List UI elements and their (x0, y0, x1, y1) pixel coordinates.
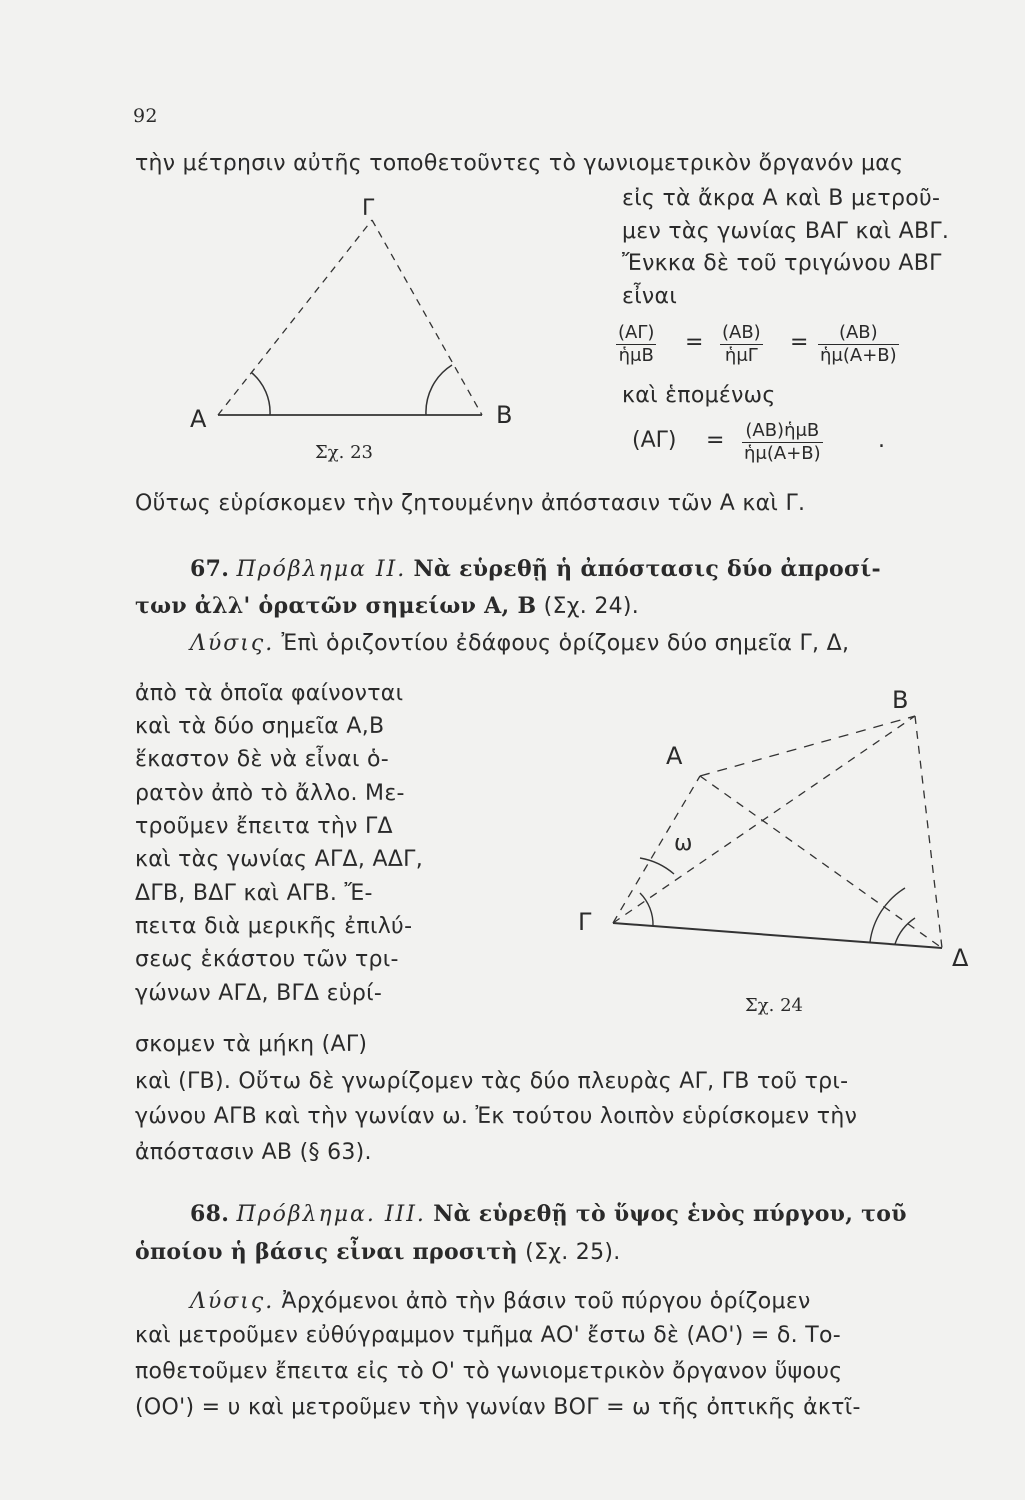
label-G: Γ (578, 908, 592, 936)
segment-AB (700, 716, 915, 776)
figure-24-caption: Σχ. 24 (745, 995, 803, 1016)
fraction: (ΑΒ)ἡμΒ ἡμ(Α+Β) (744, 420, 821, 464)
segment-GD (613, 923, 942, 948)
text-line: μεν τὰς γωνίας ΒΑΓ καὶ ΑΒΓ. (622, 219, 950, 244)
text-line: καὶ τὰ δύο σημεῖα Α,Β (135, 714, 385, 739)
segment-BD (915, 716, 942, 948)
text-line: ποθετοῦμεν ἔπειτα εἰς τὸ Ο' τὸ γωνιομετρικὸν ὄργανον ὕψους (135, 1359, 843, 1384)
equals-sign: = (790, 330, 809, 355)
figure-24-quadrilateral (570, 678, 990, 978)
text-line: (ΟΟ') = υ καὶ μετροῦμεν τὴν γωνίαν ΒΟΓ = ω τῆς ὀπτικῆς ἀκτῖ- (135, 1395, 861, 1420)
text-line: καὶ τὰς γωνίας ΑΓΔ, ΑΔΓ, (135, 847, 424, 872)
text-line: εἶναι (622, 284, 678, 309)
text-line: Οὕτως εὑρίσκομεν τὴν ζητουμένην ἀπόστασιν τῶν Α καὶ Γ. (135, 491, 806, 516)
figure-23-triangle (190, 195, 540, 445)
triangle-side-AG (218, 220, 372, 415)
text-line: σεως ἑκάστου τῶν τρι- (135, 947, 399, 972)
text-line: ἀπὸ τὰ ὁποῖα φαίνονται (135, 681, 404, 706)
text-line: ἀπόστασιν ΑΒ (§ 63). (135, 1140, 372, 1165)
label-G: Γ (362, 196, 375, 221)
angle-arc-B (426, 365, 452, 415)
text-line: καὶ ἑπομένως (622, 383, 776, 408)
fraction: $\frac{(AB)}{\text{ἡμ(Α+Β)}}$ (820, 322, 897, 366)
label-omega: ω (674, 831, 693, 856)
text-line: τὴν μέτρησιν αὐτῆς τοποθετοῦντες τὸ γωνιομετρικὸν ὄργανόν μας (135, 151, 904, 176)
text-line: ρατὸν ἀπὸ τὸ ἄλλο. Με- (135, 781, 405, 806)
angle-arc-omega (640, 858, 674, 874)
text-line: ἕκαστον δὲ νὰ εἶναι ὁ- (135, 747, 389, 772)
label-B: Β (496, 401, 513, 429)
solution-67-first-line: Λύσις. Ἐπὶ ὁριζοντίου ἐδάφους ὁρίζομεν δύο σημεῖα Γ, Δ, (190, 631, 850, 656)
angle-arc-G (640, 893, 653, 926)
fraction: (ΑΓ) ἡμΒ (618, 322, 655, 366)
label-D: Δ (952, 944, 969, 972)
text-line: εἰς τὰ ἄκρα Α καὶ Β μετροῦ- (622, 186, 941, 211)
segment-AD (700, 776, 942, 948)
problem-67-heading: 67. Πρόβλημα ΙΙ. Νὰ εὑρεθῇ ἡ ἀπόστασις δύο ἀπροσί- (190, 556, 881, 582)
segment-GB (613, 716, 915, 923)
label-A: Α (666, 742, 683, 770)
label-B: Β (892, 686, 909, 714)
angle-arc-D2 (895, 918, 915, 944)
page-number: 92 (133, 105, 158, 127)
problem-68-heading-cont: ὁποίου ἡ βάσις εἶναι προσιτὴ (Σχ. 25). (135, 1239, 621, 1265)
fraction: (ΑΒ) ἡμΓ (722, 322, 761, 366)
text-line: Ἔνκκα δὲ τοῦ τριγώνου ΑΒΓ (622, 251, 942, 276)
text-line: γώνου ΑΓΒ καὶ τὴν γωνίαν ω. Ἐκ τούτου λοιπὸν εὑρίσκομεν τὴν (135, 1104, 858, 1129)
angle-arc-A (252, 373, 270, 415)
problem-67-heading-cont: των ἀλλ' ὁρατῶν σημείων Α, Β (Σχ. 24). (135, 593, 640, 619)
text-line: σκομεν τὰ μήκη (ΑΓ) (135, 1032, 368, 1057)
problem-68-heading: 68. Πρόβλημα. ΙΙΙ. Νὰ εὑρεθῇ τὸ ὕψος ἑνὸς πύργου, τοῦ (190, 1201, 907, 1227)
text-line: καὶ (ΓΒ). Οὕτω δὲ γνωρίζομεν τὰς δύο πλευρὰς ΑΓ, ΓΒ τοῦ τρι- (135, 1069, 849, 1094)
book-page: 92 τὴν μέτρησιν αὐτῆς τοποθετοῦντες τὸ γωνιομετρικὸν ὄργανόν μας εἰς τὰ ἄκρα Α καὶ Β μετροῦ- μεν τὰς γωνίας ΒΑΓ καὶ ΑΒΓ. Ἔνκκα δὲ τοῦ τριγώνου ΑΒΓ εἶναι (ΑΓ) ἡμΒ = (ΑΒ) ἡμΓ = $\frac{(AB)}{\text{ἡμ(Α+Β)}}$ καὶ ἑπομένως (ΑΓ) = (ΑΒ)ἡμΒ ἡμ(Α+Β) . Α Β Γ Σχ. 23 Οὕτως εὑρίσκομεν τὴν ζητουμένην ἀπόστασιν τῶν Α καὶ Γ. 67. Πρόβλημα ΙΙ. Νὰ εὑρεθῇ ἡ ἀπόστασις δύο ἀπροσί- των ἀλλ' ὁρατῶν σημείων Α, Β (Σχ. 24). Λύσις. Ἐπὶ ὁριζοντίου ἐδάφους ὁρίζομεν δύο σημεῖα Γ, Δ, ἀπὸ τὰ ὁποῖα φαίνονται καὶ τὰ δύο σημεῖα Α,Β ἕκαστον δὲ νὰ εἶναι ὁ- ρατὸν ἀπὸ τὸ ἄλλο. Με- τροῦμεν ἔπειτα τὴν ΓΔ καὶ τὰς γωνίας ΑΓΔ, ΑΔΓ, ΔΓΒ, ΒΔΓ καὶ ΑΓΒ. Ἔ- πειτα διὰ μερικῆς ἐπιλύ- σεως ἑκάστου τῶν τρι- γώνων ΑΓΔ, ΒΓΔ εὑρί- σκομεν τὰ μήκη (ΑΓ) Α Β Γ Δ ω Σχ. 24 καὶ (ΓΒ). Οὕτω δὲ γνωρίζομεν τὰς δύο πλευρὰς ΑΓ, ΓΒ τοῦ τρι- γώνου ΑΓΒ καὶ τὴν γωνίαν ω. Ἐκ τούτου λοιπὸν εὑρίσκομεν τὴν ἀπόστασιν ΑΒ (§ 63). 68. Πρόβλημα. ΙΙΙ. Νὰ εὑρεθῇ τὸ ὕψος ἑνὸς πύργου, τοῦ ὁποίου ἡ βάσις εἶναι προσιτὴ (Σχ. 25). Λύσις. Ἀρχόμενοι ἀπὸ τὴν βάσιν τοῦ πύργου ὁρίζομεν καὶ μετροῦμεν εὐθύγραμμον τμῆμα ΑΟ' ἔστω δὲ (ΑΟ') = δ. Το- ποθετοῦμεν ἔπειτα εἰς τὸ Ο' τὸ γωνιομετρικὸν ὄργανον ὕψους (ΟΟ') = υ καὶ μετροῦμεν τὴν γωνίαν ΒΟΓ = ω τῆς ὀπτικῆς ἀκτῖ- (0, 0, 1025, 1500)
text-line: τροῦμεν ἔπειτα τὴν ΓΔ (135, 814, 393, 839)
solution-68-first-line: Λύσις. Ἀρχόμενοι ἀπὸ τὴν βάσιν τοῦ πύργου ὁρίζομεν (190, 1289, 811, 1314)
text-line: πειτα διὰ μερικῆς ἐπιλύ- (135, 914, 413, 939)
text-line: καὶ μετροῦμεν εὐθύγραμμον τμῆμα ΑΟ' ἔστω δὲ (ΑΟ') = δ. Το- (135, 1323, 842, 1348)
equals-sign: = (685, 330, 704, 355)
triangle-side-GB (372, 220, 482, 415)
figure-23-caption: Σχ. 23 (315, 442, 373, 463)
label-A: Α (190, 405, 207, 433)
text-line: γώνων ΑΓΔ, ΒΓΔ εὑρί- (135, 981, 383, 1006)
text-line: ΔΓΒ, ΒΔΓ καὶ ΑΓΒ. Ἔ- (135, 881, 373, 906)
